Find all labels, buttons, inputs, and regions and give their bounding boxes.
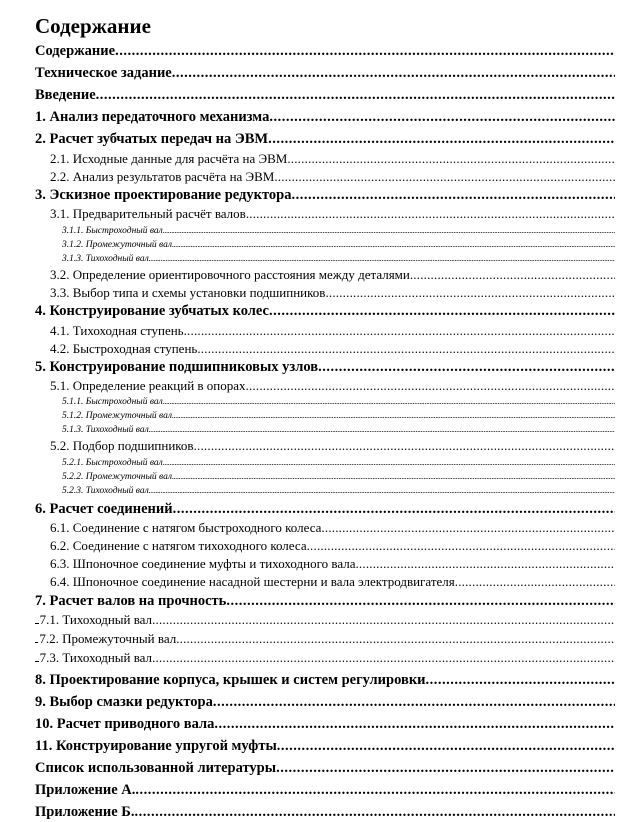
toc-entry[interactable]: [35, 737, 615, 755]
toc-entry-label: 3.1.2. Промежуточный вал: [62, 240, 172, 250]
toc-entry-label: 2.2. Анализ результатов расчёта на ЭВМ: [50, 169, 275, 184]
toc-entry[interactable]: [35, 358, 615, 376]
toc-entry-label: 3.1.1. Быстроходный вал: [62, 226, 163, 236]
toc-leader: [197, 341, 615, 357]
toc-entry[interactable]: [62, 424, 615, 436]
toc-entry[interactable]: [62, 396, 615, 408]
toc-leader: [321, 520, 615, 536]
toc-entry-label: 2. Расчет зубчатых передач на ЭВМ: [35, 131, 269, 147]
toc-leader: [172, 410, 615, 422]
toc-entry-label: 8. Проектирование корпуса, крышек и систем регулировки: [35, 672, 426, 688]
toc-entry[interactable]: [50, 438, 615, 454]
toc-leader: [287, 151, 615, 167]
toc-entry-label: 5.1. Определение реакций в опорах: [50, 378, 246, 393]
toc-entry-label: 5.2. Подбор подшипников: [50, 438, 194, 453]
toc-leader: [291, 186, 615, 204]
toc-entry[interactable]: [50, 151, 615, 167]
toc-entry-label: 10. Расчет приводного вала: [35, 716, 215, 732]
toc-leader: [163, 457, 615, 469]
toc-entry-label: 6.1. Соединение с натягом быстроходного колеса: [50, 520, 322, 535]
toc-entry-label: 4.2. Быстроходная ступень: [50, 341, 198, 356]
toc-entry-label: 5.2.3. Тихоходный вал: [62, 486, 149, 496]
toc-entry-label: 3.1.3. Тихоходный вал: [62, 254, 149, 264]
toc-heading: Содержание: [35, 14, 151, 38]
toc-entry[interactable]: [35, 781, 615, 799]
toc-entry[interactable]: [35, 86, 615, 104]
toc-leader: [184, 323, 615, 339]
toc-entry[interactable]: [62, 410, 615, 422]
toc-entry[interactable]: [50, 267, 615, 283]
field-marker: [35, 650, 39, 662]
toc-leader: [176, 631, 615, 647]
toc-entry-label: Введение: [35, 87, 96, 103]
toc-entry-label: 7.2. Промежуточный вал: [39, 631, 177, 646]
toc-entry-label: 4. Конструирование зубчатых колес: [35, 303, 269, 319]
toc-entry[interactable]: [50, 378, 615, 394]
toc-entry[interactable]: [35, 592, 615, 610]
toc-entry-label: 7. Расчет валов на прочность: [35, 593, 227, 609]
toc-leader: [455, 574, 615, 590]
toc-entry[interactable]: [35, 631, 615, 647]
toc-leader: [172, 471, 615, 483]
toc-entry[interactable]: [35, 186, 615, 204]
toc-entry[interactable]: [50, 323, 615, 339]
toc-leader: [115, 42, 615, 60]
toc-entry[interactable]: [35, 715, 615, 733]
toc-leader: [173, 500, 615, 518]
toc-entry[interactable]: [35, 671, 615, 689]
toc-entry-label: 2.1. Исходные данные для расчёта на ЭВМ: [50, 151, 288, 166]
field-marker: [35, 612, 39, 624]
toc-leader: [134, 803, 615, 821]
toc-leader: [246, 206, 615, 222]
toc-leader: [426, 671, 615, 689]
toc-entry-label: 5.1.2. Промежуточный вал: [62, 411, 172, 421]
toc-entry-label: 9. Выбор смазки редуктора: [35, 694, 213, 710]
toc-leader: [149, 424, 615, 436]
toc-entry-label: 5. Конструирование подшипниковых узлов: [35, 359, 319, 375]
toc-entry[interactable]: [62, 225, 615, 237]
toc-entry-label: 5.1.3. Тихоходный вал: [62, 425, 149, 435]
toc-entry[interactable]: [50, 538, 615, 554]
toc-leader: [172, 239, 615, 251]
toc-leader: [163, 225, 615, 237]
toc-entry-label: 5.2.2. Промежуточный вал: [62, 472, 172, 482]
toc-entry[interactable]: [62, 253, 615, 265]
toc-leader: [172, 64, 615, 82]
toc-entry[interactable]: [35, 108, 615, 126]
toc-entry-label: 7.1. Тихоходный вал: [39, 612, 153, 627]
toc-entry-label: 3.2. Определение ориентировочного расстояния между деталями: [50, 267, 410, 282]
toc-entry-label: Список использованной литературы: [35, 760, 277, 776]
toc-entry[interactable]: [35, 130, 615, 148]
toc-entry[interactable]: [35, 302, 615, 320]
toc-entry-label: Содержание: [35, 43, 116, 59]
toc-leader: [307, 538, 615, 554]
toc-leader: [355, 556, 615, 572]
toc-entry-label: 4.1. Тихоходная ступень: [50, 323, 184, 338]
toc-leader: [318, 358, 615, 376]
toc-entry[interactable]: [35, 650, 615, 666]
toc-entry-label: 3.1. Предварительный расчёт валов: [50, 206, 246, 221]
toc-entry-label: 6.4. Шпоночное соединение насадной шестерни и вала электродвигателя: [50, 574, 455, 589]
toc-entry[interactable]: [50, 169, 615, 185]
toc-leader: [246, 378, 615, 394]
toc-entry[interactable]: [62, 239, 615, 251]
toc-entry[interactable]: [35, 42, 615, 60]
toc-leader: [269, 108, 615, 126]
toc-entry-label: 6. Расчет соединений: [35, 501, 173, 517]
toc-entry[interactable]: [62, 471, 615, 483]
toc-entry-label: 11. Конструирование упругой муфты: [35, 738, 277, 754]
field-marker: [35, 631, 38, 643]
toc-entry-label: 6.2. Соединение с натягом тихоходного колеса: [50, 538, 307, 553]
toc-entry-label: Техническое задание: [35, 65, 172, 81]
toc-entry[interactable]: [50, 520, 615, 536]
toc-leader: [149, 253, 615, 265]
toc-entry-label: Приложение А.: [35, 782, 136, 798]
toc-leader: [410, 267, 615, 283]
toc-entry[interactable]: [50, 556, 615, 572]
toc-entry-label: 5.1.1. Быстроходный вал: [62, 397, 163, 407]
toc-leader: [268, 130, 615, 148]
toc-entry[interactable]: [50, 285, 615, 301]
toc-entry-label: 6.3. Шпоночное соединение муфты и тихоходного вала: [50, 556, 356, 571]
toc-entry[interactable]: [35, 612, 615, 628]
toc-entry[interactable]: [35, 693, 615, 711]
toc-entry-label: 7.3. Тихоходный вал: [39, 650, 153, 665]
toc-entry-label: Приложение Б.: [35, 804, 135, 820]
toc-entry[interactable]: [50, 341, 615, 357]
toc-entry[interactable]: [50, 206, 615, 222]
toc-leader: [152, 650, 615, 666]
toc-entry[interactable]: [35, 64, 615, 82]
toc-entry[interactable]: [62, 457, 615, 469]
toc-entry-label: 1. Анализ передаточного механизма: [35, 109, 270, 125]
toc-entry-label: 5.2.1. Быстроходный вал: [62, 458, 163, 468]
toc-leader: [214, 715, 615, 733]
toc-leader: [276, 759, 615, 777]
toc-leader: [96, 86, 615, 104]
toc-entry[interactable]: [35, 759, 615, 777]
toc-leader: [194, 438, 615, 454]
toc-leader: [152, 612, 615, 628]
toc-leader: [163, 396, 615, 408]
toc-leader: [149, 485, 615, 497]
toc-leader: [277, 737, 615, 755]
toc-leader: [325, 285, 615, 301]
toc-entry[interactable]: [35, 803, 615, 821]
toc-entry[interactable]: [62, 485, 615, 497]
toc-leader: [135, 781, 615, 799]
toc-entry[interactable]: [50, 574, 615, 590]
toc-entry-label: 3.3. Выбор типа и схемы установки подшипников: [50, 285, 326, 300]
toc-entry[interactable]: [35, 500, 615, 518]
toc-leader: [269, 302, 615, 320]
toc-leader: [213, 693, 615, 711]
toc-leader: [226, 592, 615, 610]
toc-entry-label: 3. Эскизное проектирование редуктора: [35, 187, 292, 203]
toc-leader: [274, 169, 615, 185]
